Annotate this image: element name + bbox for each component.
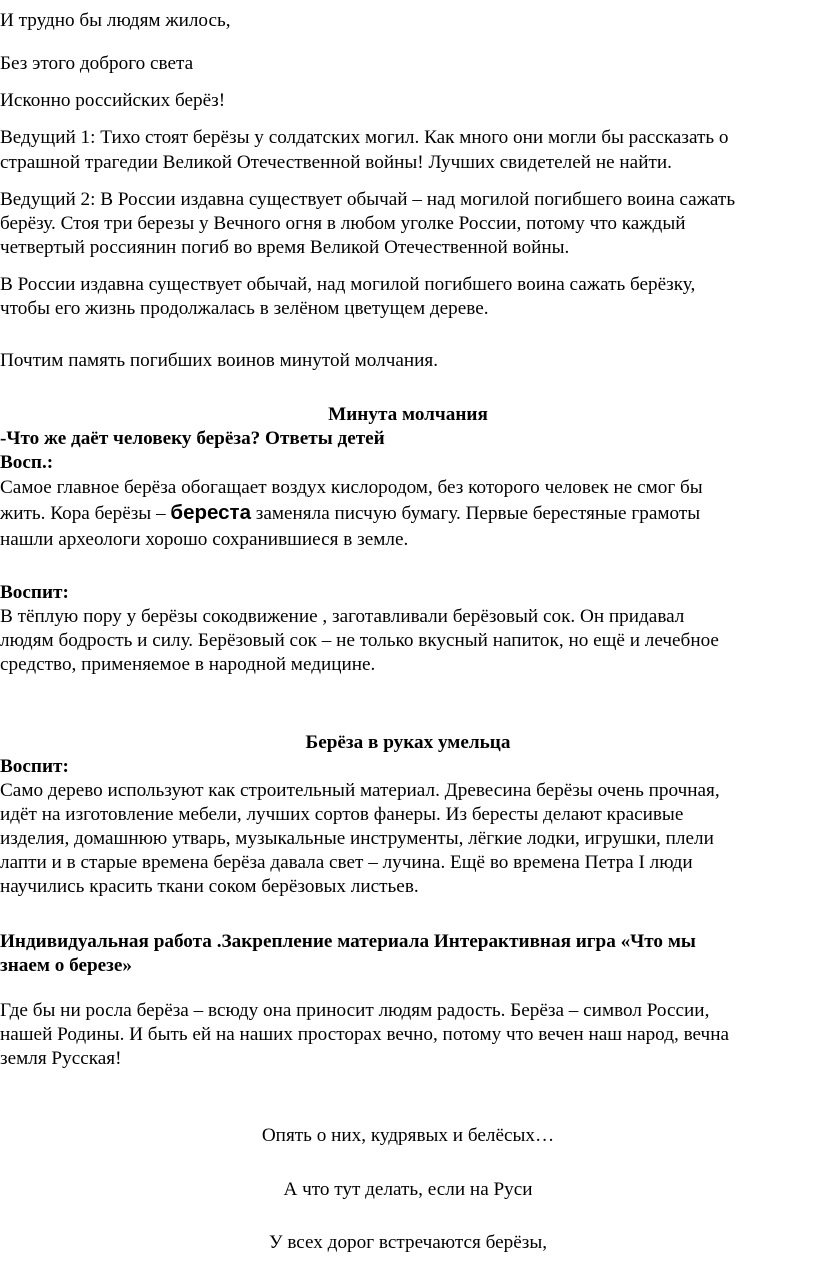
paragraph-line: Самое главное берёза обогащает воздух кислородом, без которого человек не смог бы (0, 477, 703, 498)
speaker-label: Восп.: (0, 452, 54, 473)
poem-line: И трудно бы людям жилось, (0, 10, 231, 31)
paragraph-line: идёт на изготовление мебели, лучших сортов фанеры. Из бересты делают красивые (0, 804, 684, 825)
paragraph-line: земля Русская! (0, 1048, 122, 1069)
speaker-label: Воспит: (0, 582, 69, 603)
paragraph-line: В России издавна существует обычай, над могилой погибшего воина сажать берёзку, (0, 274, 696, 295)
paragraph-line: нашли археологи хорошо сохранившиеся в земле. (0, 529, 409, 550)
paragraph-line: научились красить ткани соком берёзовых листьев. (0, 876, 419, 897)
paragraph-line: Где бы ни росла берёза – всюду она приносит людям радость. Берёза – символ России, (0, 1000, 710, 1021)
paragraph-line: берёзу. Стоя три березы у Вечного огня в любом уголке России, потому что каждый (0, 213, 686, 234)
question-line: -Что же даёт человеку берёза? Ответы детей (0, 428, 385, 449)
section-heading: Минута молчания (328, 404, 488, 425)
paragraph-line: Ведущий 2: В России издавна существует обычай – над могилой погибшего воина сажать (0, 189, 736, 210)
task-heading: знаем о березе» (0, 955, 132, 976)
paragraph-line: людям бодрость и силу. Берёзовый сок – не только вкусный напиток, но ещё и лечебное (0, 630, 719, 651)
paragraph-line: чтобы его жизнь продолжалась в зелёном цветущем дереве. (0, 298, 489, 319)
paragraph-text: жить. Кора берёзы – (0, 503, 171, 524)
paragraph-line (0, 502, 700, 525)
paragraph-line: Само дерево используют как строительный материал. Древесина берёзы очень прочная, (0, 780, 720, 801)
paragraph-line: лапти и в старые времена берёза давала свет – лучина. Ещё во времена Петра I люди (0, 852, 693, 873)
paragraph-line: страшной трагедии Великой Отечественной войны! Лучших свидетелей не найти. (0, 152, 672, 173)
paragraph-text: заменяла писчую бумагу. Первые берестяные грамоты (250, 503, 701, 524)
paragraph-line: В тёплую пору у берёзы сокодвижение , заготавливали берёзовый сок. Он придавал (0, 606, 685, 627)
poem-line: У всех дорог встречаются берёзы, (268, 1232, 548, 1253)
paragraph-line: средство, применяемое в народной медицине. (0, 654, 376, 675)
paragraph-line: четвертый россиянин погиб во время Великой Отечественной войны. (0, 237, 570, 258)
paragraph-line: Ведущий 1: Тихо стоят берёзы у солдатских могил. Как много они могли бы рассказать о (0, 127, 729, 148)
poem-line: Исконно российских берёз! (0, 90, 226, 111)
poem-line: Без этого доброго света (0, 53, 194, 74)
section-heading: Берёза в руках умельца (305, 732, 511, 753)
paragraph-line: изделия, домашнюю утварь, музыкальные инструменты, лёгкие лодки, игрушки, плели (0, 828, 714, 849)
poem-line: Опять о них, кудрявых и белёсых… (261, 1125, 555, 1146)
poem-line: А что тут делать, если на Руси (283, 1179, 533, 1200)
speaker-label: Воспит: (0, 756, 69, 777)
highlighted-word: береста (170, 501, 251, 524)
paragraph-line: Почтим память погибших воинов минутой молчания. (0, 350, 439, 371)
paragraph-line: нашей Родины. И быть ей на наших просторах вечно, потому что вечен наш народ, вечна (0, 1024, 729, 1045)
task-heading: Индивидуальная работа .Закрепление материала Интерактивная игра «Что мы (0, 931, 696, 952)
